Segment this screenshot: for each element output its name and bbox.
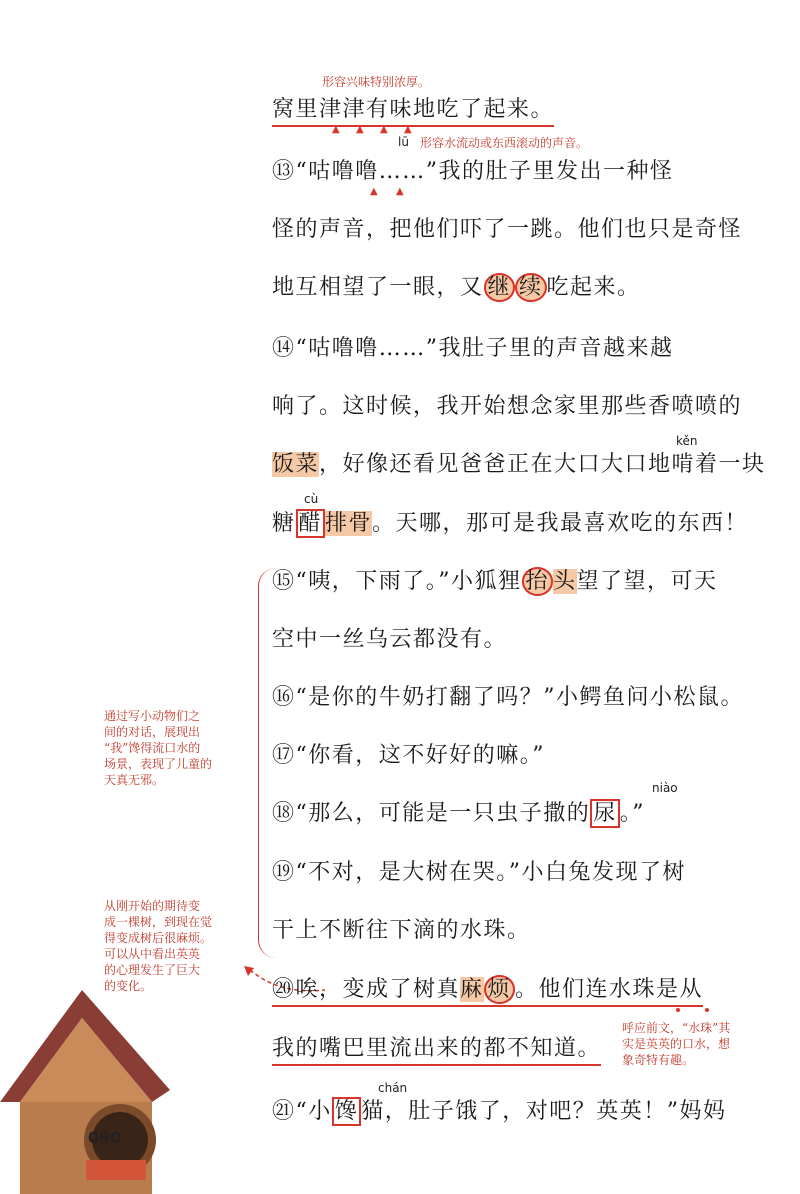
text-line — [272, 564, 718, 595]
pinyin-ken: kěn — [676, 434, 698, 448]
house-illustration — [0, 990, 180, 1194]
note-change-line: 的心理发生了巨大 — [104, 963, 201, 977]
note-dialog-line: 场景，表现了儿童的 — [104, 757, 213, 771]
circled-char: 烦 — [484, 975, 516, 1004]
note-change-line: 可以从中看出英英 — [104, 947, 201, 961]
text-span: 。天哪，那可是我最喜欢吃的东西！ — [372, 511, 749, 536]
pinyin-lu: lū — [398, 135, 409, 149]
text-line: ⑭“咕噜噜……”我肚子里的声音越来越 — [272, 336, 674, 361]
note-dialog-line: 天真无邪。 — [104, 773, 165, 787]
pinyin-cu: cù — [304, 492, 319, 506]
note-echo — [622, 1020, 782, 1068]
emphasis-dot — [705, 1008, 709, 1012]
text-line: ⑯“是你的牛奶打翻了吗？”小鳄鱼问小松鼠。 — [272, 685, 744, 710]
triangle-marker: ▲ — [356, 124, 364, 135]
note-top: 形容兴味特别浓厚。 — [322, 75, 431, 89]
note-echo-line: 呼应前文，“水珠”其 — [622, 1021, 731, 1035]
text-line: 怪的声音，把他们吓了一跳。他们也只是奇怪 — [272, 217, 743, 242]
circled-char: 抬 — [522, 567, 554, 596]
highlighted-char: 麻 — [460, 977, 484, 1002]
triangle-marker: ▲ — [404, 124, 412, 135]
circled-char: 续 — [515, 273, 547, 302]
text-span: ⑱“那么，可能是一只虫子撒的 — [272, 801, 591, 826]
boxed-char: 尿 — [590, 799, 620, 828]
text-span: ⑳唉，变成了树真 — [272, 977, 461, 1002]
note-change-line: 的变化。 — [104, 979, 153, 993]
text-span: ，好像还看见爸爸正在大口大口地啃着一块 — [319, 452, 766, 477]
boxed-char: 醋 — [296, 509, 326, 538]
pinyin-niao: niào — [652, 781, 678, 795]
text-span: 地互相望了一眼，又 — [272, 275, 484, 300]
note-echo-line: 实是英英的口水，想 — [622, 1037, 731, 1051]
text-line — [272, 1031, 601, 1062]
text-line — [272, 506, 748, 537]
triangle-marker: ▲ — [396, 186, 404, 197]
text-line — [272, 972, 703, 1003]
note-dialog-line: 通过写小动物们之 — [104, 709, 201, 723]
text-span: ⑮“咦，下雨了。”小狐狸 — [272, 569, 522, 594]
highlighted-word: 排骨 — [325, 511, 373, 536]
underlined-text: 窝里津津有味地吃了起来。 — [272, 97, 554, 127]
text-line: 响了。这时候，我开始想念家里那些香喷喷的 — [272, 394, 743, 419]
pinyin-chan: chán — [378, 1081, 408, 1095]
text-span: 猫，肚子饿了，对吧？英英！”妈妈 — [361, 1099, 727, 1124]
boxed-char: 馋 — [332, 1097, 362, 1126]
note-change-line: 得变成树后很麻烦。 — [104, 931, 213, 945]
text-line: ⑬“咕噜噜……”我的肚子里发出一种怪 — [272, 159, 674, 184]
note-dialog-line: “我”馋得流口水的 — [104, 741, 201, 755]
circled-char: 继 — [484, 273, 516, 302]
text-span: 糖 — [272, 511, 296, 536]
note-dialog — [104, 708, 254, 788]
text-line: ⑲“不对，是大树在哭。”小白兔发现了树 — [272, 860, 686, 885]
text-span: ㉑“小 — [272, 1099, 332, 1124]
triangle-marker: ▲ — [370, 186, 378, 197]
note-change — [104, 898, 254, 994]
text-span: 吃起来。 — [546, 275, 641, 300]
note-echo-line: 象奇特有趣。 — [622, 1053, 695, 1067]
text-line — [272, 796, 645, 827]
note-change-line: 成一棵树，到现在觉 — [104, 915, 213, 929]
highlighted-word: 饭菜 — [272, 452, 320, 477]
text-span: 望了望，可天 — [576, 569, 718, 594]
underlined-text: 我的嘴巴里流出来的都不知道。 — [272, 1036, 601, 1066]
text-line — [272, 447, 766, 478]
text-span: 。他们连水珠是从 — [515, 977, 704, 1002]
text-line: ⑰“你看，这不好好的嘛。” — [272, 743, 545, 768]
note-dialog-line: 间的对话，展现出 — [104, 725, 201, 739]
text-line — [272, 1094, 727, 1125]
text-line: 干上不断往下滴的水珠。 — [272, 918, 531, 943]
text-line: 空中一丝乌云都没有。 — [272, 627, 508, 652]
emphasis-dot — [676, 1008, 680, 1012]
note-change-line: 从刚开始的期待变 — [104, 899, 201, 913]
triangle-marker: ▲ — [380, 124, 388, 135]
note-lu: 形容水流动或东西滚动的声音。 — [420, 136, 589, 150]
triangle-marker: ▲ — [332, 124, 340, 135]
underlined-text — [272, 977, 703, 1007]
page-number: 090 — [88, 1128, 122, 1147]
text-span: 。” — [619, 801, 646, 826]
text-line — [272, 270, 641, 301]
text-line — [272, 92, 554, 123]
highlighted-char: 头 — [553, 569, 577, 594]
